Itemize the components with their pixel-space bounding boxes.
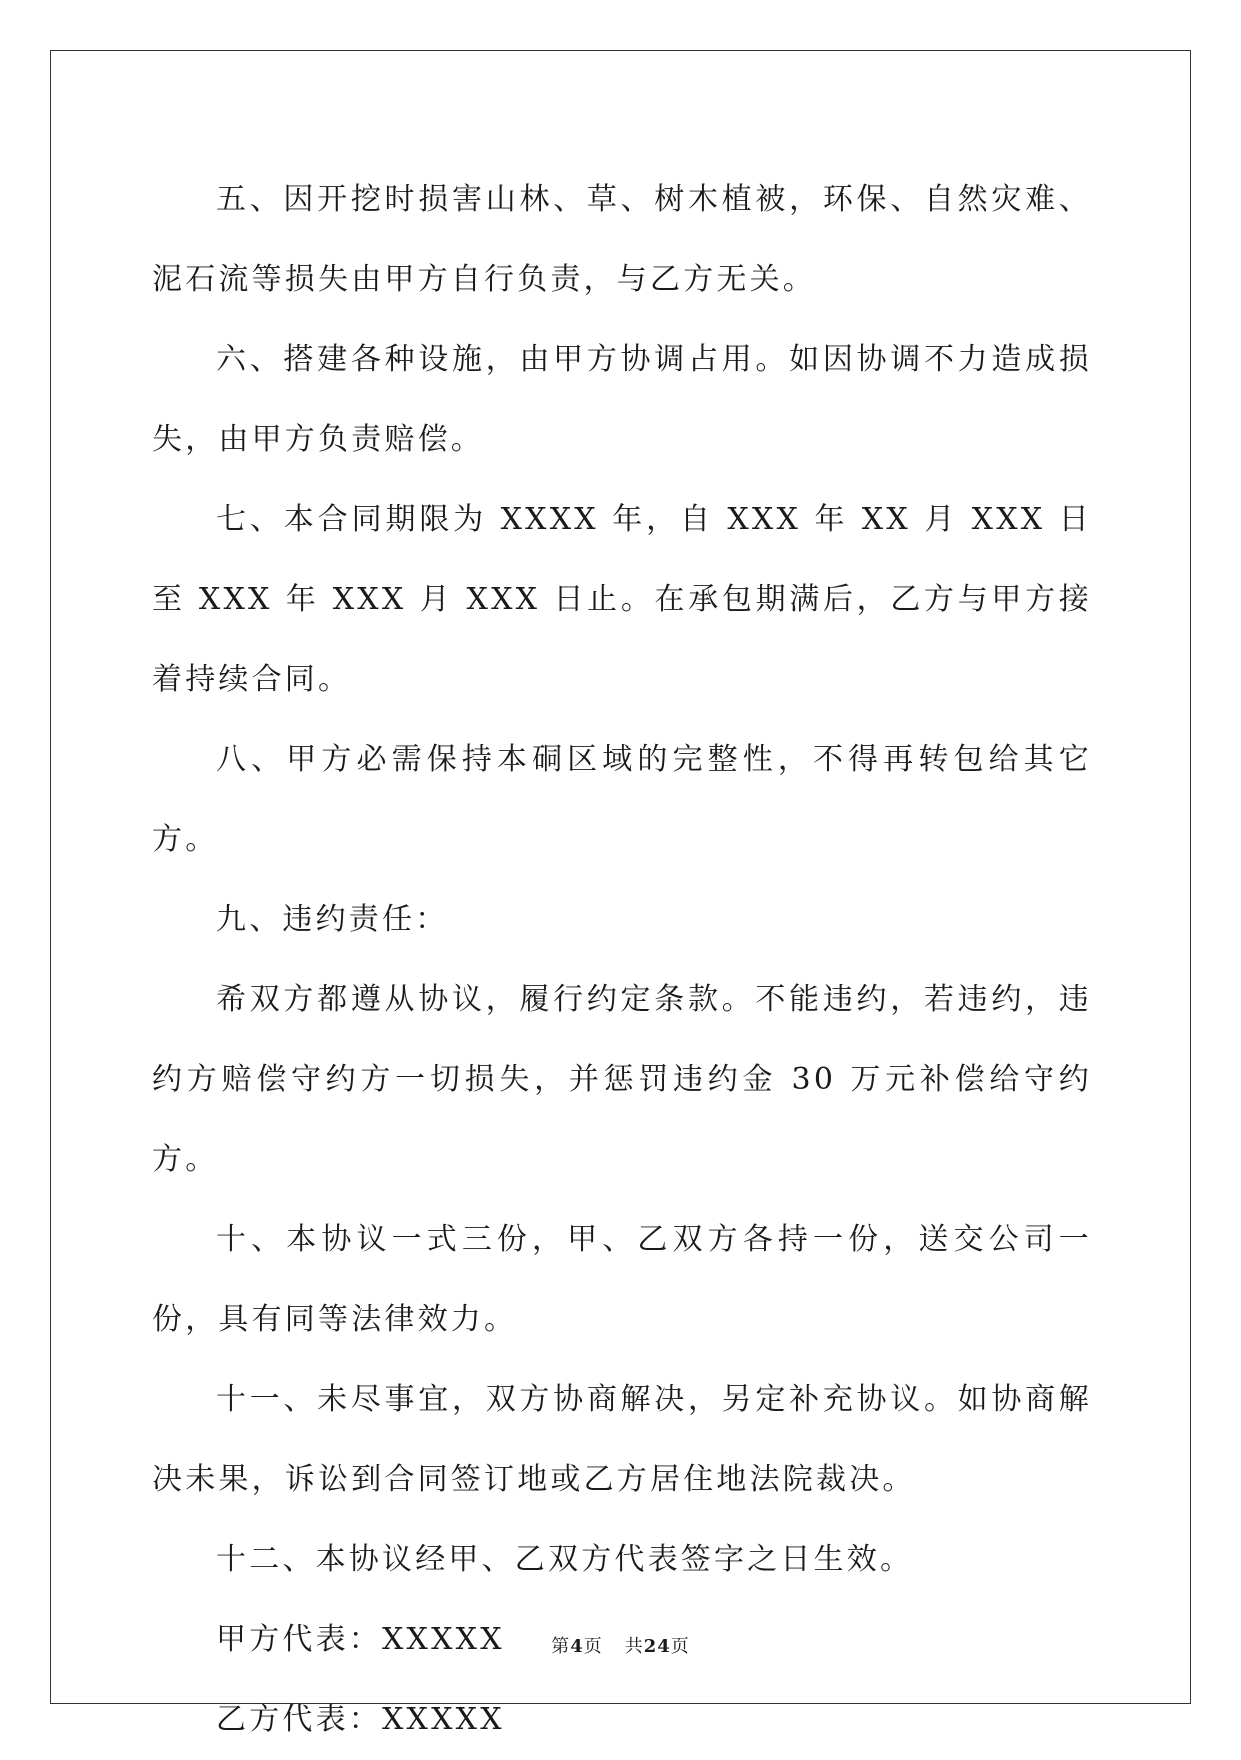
paragraph-9-heading: 九、违约责任： <box>216 902 449 937</box>
document-body <box>152 160 1092 1760</box>
party-a-representative: 甲方代表：XXXXX <box>216 1622 505 1657</box>
footer-page-suffix: 页 <box>583 1636 603 1657</box>
total-page-count: 24 <box>643 1636 671 1657</box>
paragraph-5: 五、因开挖时损害山林、草、树木植被，环保、自然灾难、泥石流等损失由甲方自行负责，与乙方无关。 <box>152 182 1092 297</box>
footer-prefix: 第 <box>551 1636 571 1657</box>
party-b-representative: 乙方代表：XXXXX <box>216 1702 505 1737</box>
paragraph-10: 十、本协议一式三份，甲、乙双方各持一份，送交公司一份，具有同等法律效力。 <box>152 1222 1092 1337</box>
paragraph-8: 八、甲方必需保持本硐区域的完整性，不得再转包给其它方。 <box>152 742 1092 857</box>
paragraph-7: 七、本合同期限为 XXXX 年，自 XXX 年 XX 月 XXX 日至 XXX 年 XXX 月 XXX 日止。在承包期满后，乙方与甲方接着持续合同。 <box>152 502 1092 697</box>
footer-total-prefix: 共 <box>624 1636 644 1657</box>
paragraph-6: 六、搭建各种设施，由甲方协调占用。如因协调不力造成损失，由甲方负责赔偿。 <box>152 342 1092 457</box>
footer-total-suffix: 页 <box>670 1636 690 1657</box>
current-page-number: 4 <box>570 1636 584 1657</box>
paragraph-11: 十一、未尽事宜，双方协商解决，另定补充协议。如协商解决未果，诉讼到合同签订地或乙方居住地法院裁决。 <box>152 1382 1092 1497</box>
page-footer <box>0 1632 1241 1658</box>
paragraph-12: 十二、本协议经甲、乙双方代表签字之日生效。 <box>216 1542 914 1577</box>
paragraph-9-body: 希双方都遵从协议，履行约定条款。不能违约，若违约，违约方赔偿守约方一切损失，并惩罚违约金 30 万元补偿给守约方。 <box>152 982 1092 1177</box>
